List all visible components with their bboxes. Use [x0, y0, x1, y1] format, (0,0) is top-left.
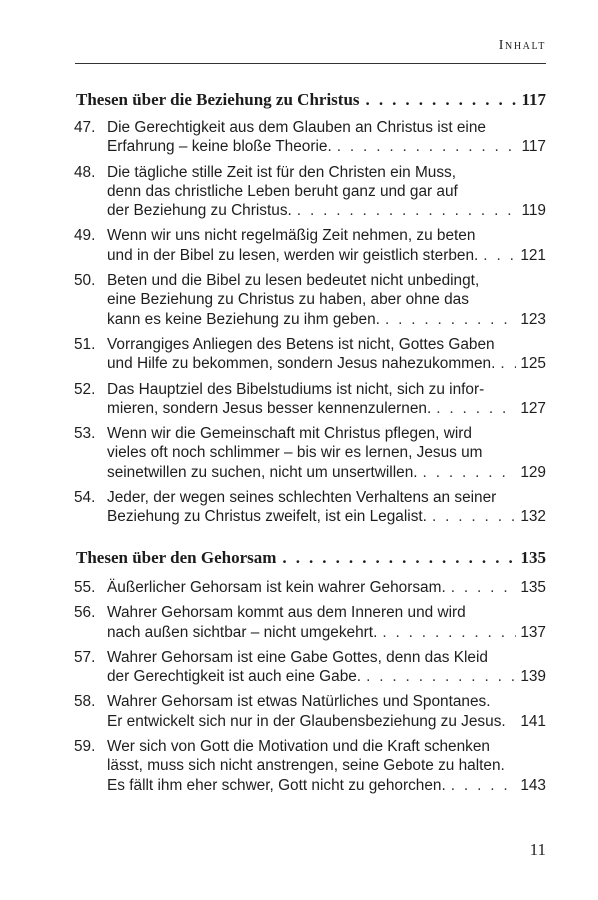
entry-text-line: nach außen sichtbar – nicht umgekehrt. [107, 623, 378, 641]
entry-last-line [107, 578, 546, 597]
entry-number: 55. [74, 579, 96, 596]
toc-entry[interactable] [74, 335, 546, 374]
toc-entry[interactable] [74, 488, 546, 527]
entry-text-line: Die tägliche stille Zeit ist für den Christen ein Muss, [107, 163, 456, 181]
entry-page: 143 [520, 776, 546, 794]
toc-list-gehorsam [74, 578, 546, 801]
leader-dots [366, 90, 518, 110]
entry-text-line: Wahrer Gehorsam ist eine Gabe Gottes, denn das Kleid [107, 648, 488, 666]
entry-last-line [107, 667, 546, 686]
leader-dots [432, 507, 516, 526]
entry-number: 50. [74, 272, 96, 290]
entry-text-line: Wer sich von Gott die Motivation und die Kraft schenken [107, 738, 490, 756]
entry-text-line: der Gerechtigkeit ist auch eine Gabe. [107, 668, 362, 686]
leader-dots [423, 463, 517, 482]
entry-text-line: Vorrangiges Anliegen des Betens ist nicht, Gottes Gaben [107, 335, 495, 353]
toc-entry[interactable] [74, 737, 546, 795]
entry-page: 121 [520, 246, 546, 264]
entry-text-line: Äußerlicher Gehorsam ist kein wahrer Gehorsam. [107, 579, 446, 596]
leader-dots [297, 201, 518, 220]
entry-number: 53. [74, 425, 96, 443]
leader-dots [451, 578, 517, 597]
entry-text-line: Jeder, der wegen seines schlechten Verhaltens an seiner [107, 489, 497, 507]
header-rule [75, 63, 546, 64]
entry-number: 51. [74, 335, 96, 353]
entry-page: 117 [521, 138, 546, 156]
toc-entry[interactable] [74, 118, 546, 157]
leader-dots [436, 399, 516, 418]
leader-dots [500, 354, 516, 373]
entry-last-line [107, 354, 546, 373]
entry-text-line: der Beziehung zu Christus. [107, 202, 292, 220]
entry-last-line [107, 399, 546, 418]
section-title: Thesen über den Gehorsam [76, 548, 277, 567]
section-heading-christus[interactable] [76, 90, 546, 110]
entry-last-line [107, 310, 546, 329]
entry-text-line: Beten und die Bibel zu lesen bedeutet nicht unbedingt, [107, 272, 480, 290]
entry-text-line: Erfahrung – keine bloße Theorie. [107, 138, 332, 156]
entry-number: 59. [74, 738, 96, 756]
entry-page: 123 [520, 310, 546, 328]
leader-dots [451, 776, 517, 795]
entry-text-line: Wenn wir uns nicht regelmäßig Zeit nehmen, zu beten [107, 227, 476, 245]
section-title: Thesen über die Beziehung zu Christus [76, 90, 360, 109]
entry-text-line: Das Hauptziel des Bibelstudiums ist nicht, sich zu infor- [107, 380, 485, 398]
entry-text-line: eine Beziehung zu Christus zu haben, aber ohne das [107, 291, 469, 309]
leader-dots [366, 667, 516, 686]
leader-dots [483, 246, 516, 265]
entry-page: 137 [520, 623, 546, 641]
entry-last-line [107, 776, 546, 795]
entry-page: 139 [520, 668, 546, 686]
toc-entry[interactable] [74, 648, 546, 687]
running-head: Inhalt [498, 38, 546, 53]
entry-text-line: lässt, muss sich nicht anstrengen, seine Gebote zu halten. [107, 757, 505, 775]
entry-last-line [107, 712, 546, 731]
entry-text-line: kann es keine Beziehung zu ihm geben. [107, 310, 380, 328]
entry-number: 47. [74, 119, 96, 136]
entry-number: 52. [74, 380, 96, 398]
toc-entry[interactable] [74, 578, 546, 597]
entry-text-line: Wahrer Gehorsam ist etwas Natürliches und Spontanes. [107, 693, 491, 711]
entry-number: 56. [74, 604, 96, 622]
entry-last-line [107, 246, 546, 265]
entry-number: 58. [74, 693, 96, 711]
entry-text-line: Er entwickelt sich nur in der Glaubensbeziehung zu Jesus. [107, 712, 506, 730]
toc-entry[interactable] [74, 424, 546, 482]
entry-last-line [107, 623, 546, 642]
entry-page: 141 [520, 712, 546, 730]
entry-last-line [107, 137, 546, 156]
page-number: 11 [529, 840, 546, 859]
entry-text-line: Die Gerechtigkeit aus dem Glauben an Christus ist eine [107, 119, 486, 136]
section-page: 117 [521, 90, 546, 109]
entry-page: 132 [520, 508, 546, 526]
section-heading-gehorsam[interactable] [76, 548, 546, 568]
entry-number: 57. [74, 648, 96, 666]
leader-dots [337, 137, 518, 156]
toc-list-christus [74, 118, 546, 533]
entry-number: 54. [74, 489, 96, 507]
entry-text-line: Es fällt ihm eher schwer, Gott nicht zu gehorchen. [107, 776, 446, 794]
entry-text-line: seinetwillen zu suchen, nicht um unsertwillen. [107, 463, 418, 481]
entry-text-line: Wenn wir die Gemeinschaft mit Christus pflegen, wird [107, 425, 472, 443]
section-page: 135 [520, 548, 546, 567]
entry-page: 125 [520, 355, 546, 373]
entry-text-line: und in der Bibel zu lesen, werden wir geistlich sterben. [107, 246, 479, 264]
entry-text-line: Beziehung zu Christus zweifelt, ist ein Legalist. [107, 508, 427, 526]
entry-text-line: Wahrer Gehorsam kommt aus dem Inneren und wird [107, 604, 466, 622]
entry-last-line [107, 463, 546, 482]
entry-text-line: mieren, sondern Jesus besser kennenzulernen. [107, 399, 432, 417]
toc-entry[interactable] [74, 271, 546, 329]
toc-entry[interactable] [74, 603, 546, 642]
entry-page: 129 [520, 463, 546, 481]
toc-entry[interactable] [74, 163, 546, 221]
entry-page: 127 [520, 399, 546, 417]
entry-page: 135 [520, 579, 546, 596]
entry-page: 119 [521, 202, 546, 220]
entry-text-line: denn das christliche Leben beruht ganz und gar auf [107, 182, 458, 200]
leader-dots [382, 623, 516, 642]
toc-entry[interactable] [74, 226, 546, 265]
toc-entry[interactable] [74, 380, 546, 419]
entry-text-line: vieles oft noch schlimmer – bis wir es lernen, Jesus um [107, 444, 483, 462]
toc-entry[interactable] [74, 692, 546, 731]
entry-number: 48. [74, 163, 96, 181]
entry-last-line [107, 201, 546, 220]
leader-dots [282, 548, 516, 568]
entry-number: 49. [74, 227, 96, 245]
entry-text-line: und Hilfe zu bekommen, sondern Jesus nahezukommen. [107, 355, 496, 373]
leader-dots [385, 310, 516, 329]
entry-last-line [107, 507, 546, 526]
